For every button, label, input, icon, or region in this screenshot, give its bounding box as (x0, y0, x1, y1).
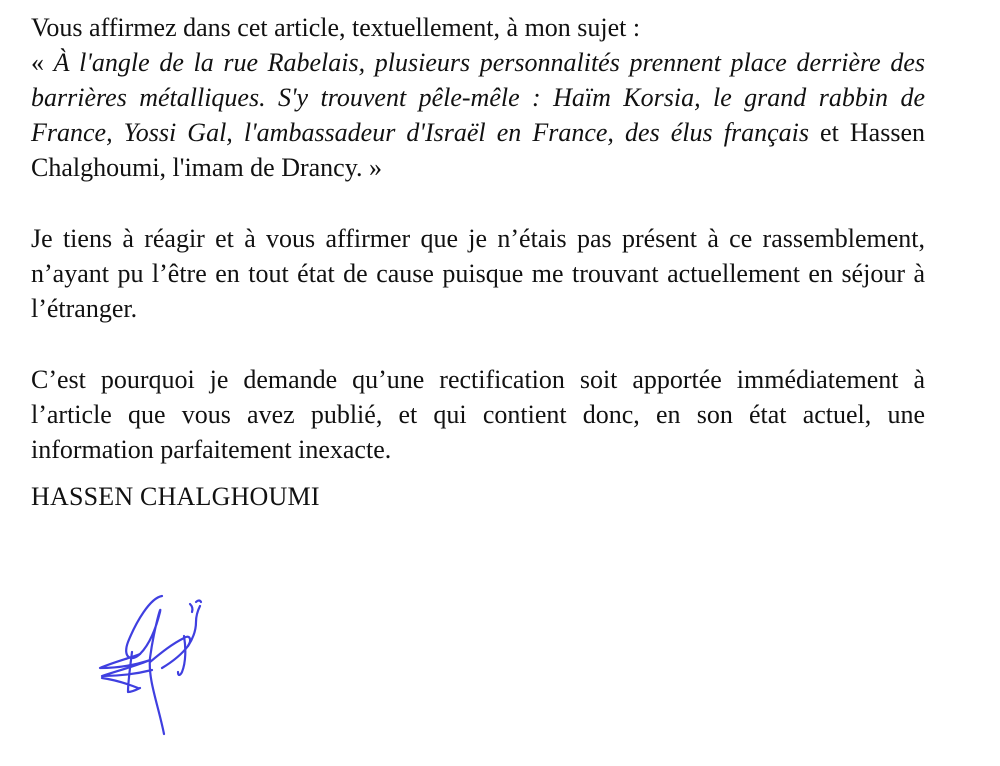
paragraph-spacer (31, 326, 925, 362)
quote-italic-text: À l'angle de la rue Rabelais, plusieurs personnalités prennent place derrière des barrières métalliques. S'y trouvent pêle-mêle : Haïm Korsia, le grand rabbin de France, Yossi Gal, l'ambassadeur d'Israël en France, des élus français (31, 48, 925, 147)
paragraph-spacer (31, 185, 925, 221)
quote-regular-text: et Hassen Chalghoumi, l'imam de Drancy. » (31, 118, 926, 182)
paragraph-denial: Je tiens à réagir et à vous affirmer que je n’étais pas présent à ce rassemblement, n’ayant pu l’être en tout état de cause puisque me trouvant actuellement en séjour à l’étranger. (31, 224, 925, 323)
signature-icon (92, 588, 232, 738)
signatory-name: HASSEN CHALGHOUMI (31, 482, 320, 511)
intro-line: Vous affirmez dans cet article, textuellement, à mon sujet : (31, 13, 641, 42)
paragraph-spacer (31, 467, 925, 479)
paragraph-rectification-request: C’est pourquoi je demande qu’une rectification soit apportée immédiatement à l’article que vous avez publié, et qui contient donc, en son état actuel, une information parfaitement inexacte. (31, 365, 925, 464)
letter-body (31, 10, 925, 514)
handwritten-signature (92, 588, 232, 738)
quoted-passage (31, 45, 925, 185)
quote-open: « (31, 48, 54, 77)
